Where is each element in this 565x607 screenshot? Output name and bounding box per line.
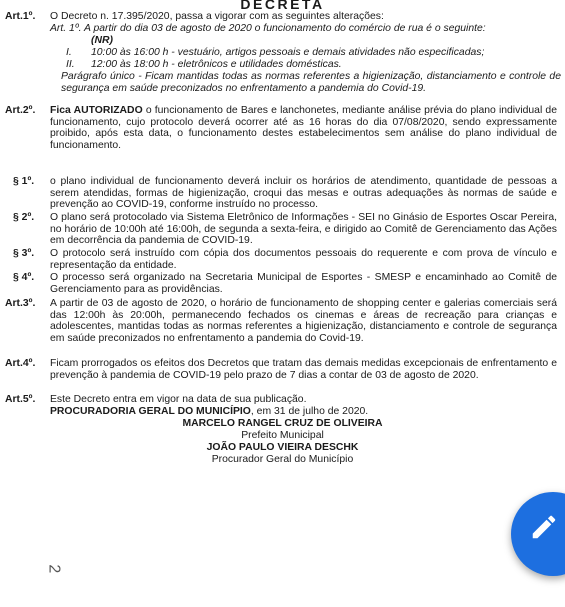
paragraph-label: § 2º. [13, 212, 35, 223]
article-label: Art.2º. [5, 105, 36, 116]
article-body: o funcionamento de Bares e lanchonetes, mediante análise prévia do plano individual de funcionamento, cujo protocolo deverá ocorrer até as 16 horas do dia 07/08/2020, sendo expressamente proibido, após esta data, o funcionamento destes estabelecimentos sem análise do plano individual de funcionamento. [50, 105, 557, 151]
article-3 [5, 298, 557, 344]
paragrafo-unico: Parágrafo único - Ficam mantidas todas as normas referentes a higienização, distanciamento e controle de segurança em saúde preconizados no enfrentamento a pandemia do Covid-19. [61, 71, 561, 94]
nr-marker: (NR) [91, 35, 113, 46]
sub-article-text: A partir do dia 03 de agosto de 2020 o funcionamento do comércio de rua é o seguinte: [84, 23, 486, 34]
article-1 [5, 11, 557, 23]
paragraph-1 [13, 176, 557, 211]
page-title: DECRETA [240, 0, 325, 12]
edit-fab-button[interactable] [511, 492, 565, 576]
signature-role: Procurador Geral do Município [211, 454, 354, 465]
list-item [66, 47, 556, 59]
article-lead: Fica AUTORIZADO [50, 105, 143, 116]
paragraph-text: o plano individual de funcionamento deverá incluir os horários de atendimento, quantidade de pessoas a serem atendidas, formas de higienização, croqui das mesas e outras adequações às normas de saúde e prevenção ao COVID-19, conforme instruído no processo. [50, 176, 557, 211]
paragraph-4 [13, 272, 557, 295]
sub-article [50, 23, 558, 35]
signature-name: JOÃO PAULO VIEIRA DESCHK [206, 442, 359, 453]
pencil-icon [529, 512, 559, 542]
article-label: Art.5º. [5, 394, 36, 405]
article-5 [5, 394, 557, 406]
paragraph-text: O protocolo será instruído com cópia dos documentos pessoais do requerente e com prova de vínculo e representação da entidade. [50, 248, 557, 271]
article-2 [5, 105, 557, 151]
article-text: O Decreto n. 17.395/2020, passa a vigorar com as seguintes alterações: [50, 11, 384, 22]
item-number: I. [66, 47, 72, 58]
article-text [50, 105, 557, 151]
article-text: Este Decreto entra em vigor na data de sua publicação. [50, 394, 307, 405]
article-text: A partir de 03 de agosto de 2020, o horário de funcionamento de shopping center e galerias comerciais será das 12:00h às 20:00h, permanecendo fechados os cinemas e áreas de recreação para crianças e adolescentes, mantidas todas as normas referentes a higienização, distanciamento e controle de segurança em saúde preconizados no enfrentamento a pandemia do Covid-19. [50, 298, 557, 344]
paragraph-label: § 3º. [13, 248, 35, 259]
item-text: 12:00 às 18:00 h - eletrônicos e utilidades domésticas. [91, 59, 342, 70]
article-label: Art.3º. [5, 298, 36, 309]
closing-date: , em 31 de julho de 2020. [250, 406, 369, 417]
paragraph-2 [13, 212, 557, 247]
paragraph-text: O plano será protocolado via Sistema Eletrônico de Informações - SEI no Ginásio de Esportes Oscar Pereira, no horário de 10:00h até 16:00h, de segunda a sexta-feira, e dirigido ao Comitê de Gerenciamento das Ações em decorrência da pandemia de COVID-19. [50, 212, 557, 247]
paragraph-text: O processo será organizado na Secretaria Municipal de Esportes - SMESP e encaminhado ao Comitê de Gerenciamento para as providências. [50, 272, 557, 295]
sub-article-label: Art. 1º. [50, 23, 82, 34]
article-4 [5, 358, 557, 381]
article-label: Art.1º. [5, 11, 36, 22]
article-label: Art.4º. [5, 358, 36, 369]
paragraph-label: § 1º. [13, 176, 35, 187]
item-number: II. [66, 59, 75, 70]
paragraph-3 [13, 248, 557, 271]
closing-line [50, 406, 368, 418]
signature-role: Prefeito Municipal [241, 430, 324, 441]
closing-org: PROCURADORIA GERAL DO MUNICÍPIO [50, 406, 251, 417]
article-text: Ficam prorrogados os efeitos dos Decretos que tratam das demais medidas excepcionais de enfrentamento e prevenção à pandemia de COVID-19 pelo prazo de 7 dias a contar de 03 de agosto de 2020. [50, 358, 557, 381]
list-item [66, 59, 556, 71]
page-number: 2 [45, 564, 63, 574]
item-text: 10:00 às 16:00 h - vestuário, artigos pessoais e demais atividades não especificadas; [91, 47, 485, 58]
paragraph-label: § 4º. [13, 272, 35, 283]
signature-name: MARCELO RANGEL CRUZ DE OLIVEIRA [182, 418, 383, 429]
